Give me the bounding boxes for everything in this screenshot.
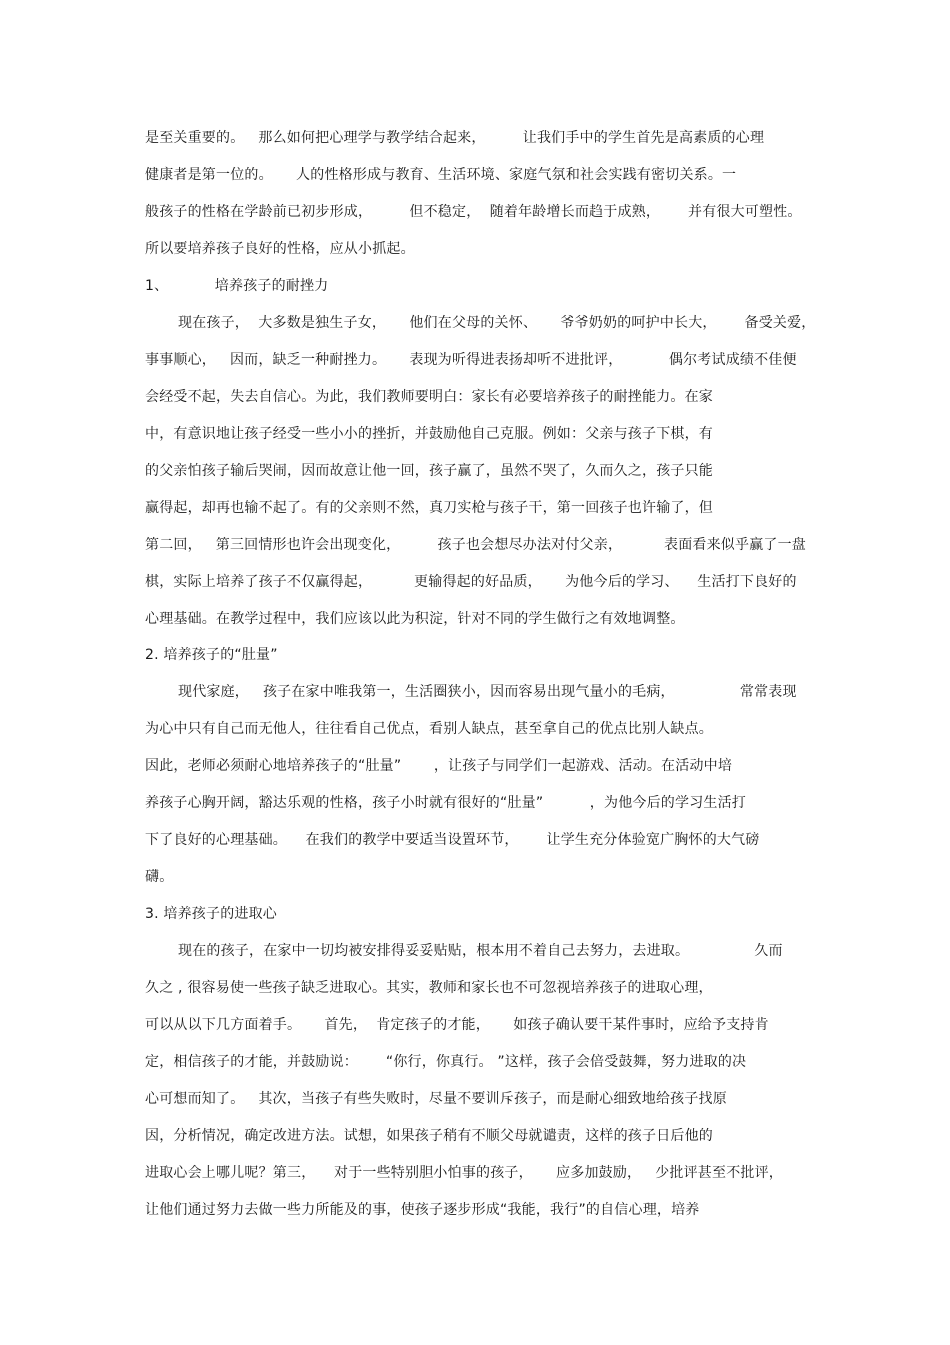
paragraph-line: 会经受不起，失去自信心。为此，我们教师要明白：家长有必要培养孩子的耐挫能力。在家 <box>145 389 713 405</box>
paragraph-line: 赢得起，却再也输不起了。有的父亲则不然，真刀实枪与孩子干，第一回孩子也许输了，但 <box>145 500 713 516</box>
paragraph-line: 般孩子的性格在学龄前已初步形成， 但不稳定， 随着年龄增长而趋于成熟， 并有很大可塑性。 <box>145 204 802 220</box>
paragraph-line: 第二回， 第三回情形也许会出现变化， 孩子也会想尽办法对付父亲， 表面看来似乎赢了一盘 <box>145 537 807 553</box>
paragraph-line: 因此，老师必须耐心地培养孩子的“肚量” ，让孩子与同学们一起游戏、活动。在活动中培 <box>145 758 733 774</box>
paragraph-line: 事事顺心， 因而，缺乏一种耐挫力。 表现为听得进表扬却听不进批评， 偶尔考试成绩不佳便 <box>145 352 797 368</box>
paragraph-line: 是至关重要的。 那么如何把心理学与教学结合起来， 让我们手中的学生首先是高素质的心理 <box>145 130 765 146</box>
paragraph-line: 现代家庭， 孩子在家中唯我第一，生活圈狭小，因而容易出现气量小的毛病， 常常表现 <box>178 684 797 700</box>
paragraph-line: 心可想而知了。 其次，当孩子有些失败时，尽量不要训斥孩子，而是耐心细致地给孩子找原 <box>145 1091 727 1107</box>
paragraph-line: 中，有意识地让孩子经受一些小小的挫折，并鼓励他自己克服。例如：父亲与孩子下棋，有 <box>145 426 713 442</box>
paragraph-line: 心理基础。在教学过程中，我们应该以此为积淀，针对不同的学生做行之有效地调整。 <box>145 611 685 627</box>
paragraph-line: 现在的孩子，在家中一切均被安排得妥妥贴贴，根本用不着自己去努力，去进取。 久而 <box>178 943 783 959</box>
paragraph-line: 健康者是第一位的。 人的性格形成与教育、生活环境、家庭气氛和社会实践有密切关系。一 <box>145 167 737 183</box>
paragraph-line: 下了良好的心理基础。 在我们的教学中要适当设置环节， 让学生充分体验宽广胸怀的大气磅 <box>145 832 760 848</box>
paragraph-line: 所以要培养孩子良好的性格，应从小抓起。 <box>145 241 415 257</box>
paragraph-line: 久之 , 很容易使一些孩子缺乏进取心。其实，教师和家长也不可忽视培养孩子的进取心理， <box>145 980 713 996</box>
paragraph-line: 可以从以下几方面着手。 首先， 肯定孩子的才能， 如孩子确认要干某件事时，应给予支持肯 <box>145 1017 769 1033</box>
section-heading: 1、 培养孩子的耐挫力 <box>145 278 329 294</box>
paragraph-line: 现在孩子， 大多数是独生子女， 他们在父母的关怀、 爷爷奶奶的呵护中长大， 备受关爱， <box>178 315 816 331</box>
paragraph-line: 让他们通过努力去做一些力所能及的事，使孩子逐步形成“我能，我行”的自信心理，培养 <box>145 1202 700 1218</box>
paragraph-line: 棋，实际上培养了孩子不仅赢得起， 更输得起的好品质， 为他今后的学习、 生活打下良好的 <box>145 574 797 590</box>
section-heading: 3. 培养孩子的进取心 <box>145 906 278 922</box>
paragraph-line: 为心中只有自己而无他人，往往看自己优点，看别人缺点，甚至拿自己的优点比别人缺点。 <box>145 721 713 737</box>
paragraph-line: 养孩子心胸开阔，豁达乐观的性格，孩子小时就有很好的“肚量” ，为他今后的学习生活打 <box>145 795 747 811</box>
paragraph-line: 因，分析情况，确定改进方法。试想，如果孩子稍有不顺父母就谴责，这样的孩子日后他的 <box>145 1128 713 1144</box>
paragraph-line: 礴。 <box>145 869 174 885</box>
section-heading: 2. 培养孩子的“肚量” <box>145 647 278 663</box>
paragraph-line: 定，相信孩子的才能，并鼓励说： “你行，你真行。 ”这样，孩子会倍受鼓舞，努力进取的决 <box>145 1054 747 1070</box>
paragraph-line: 进取心会上哪儿呢？第三， 对于一些特别胆小怕事的孩子， 应多加鼓励， 少批评甚至不批评， <box>145 1165 783 1181</box>
paragraph-line: 的父亲怕孩子输后哭闹，因而故意让他一回，孩子赢了，虽然不哭了，久而久之，孩子只能 <box>145 463 713 479</box>
